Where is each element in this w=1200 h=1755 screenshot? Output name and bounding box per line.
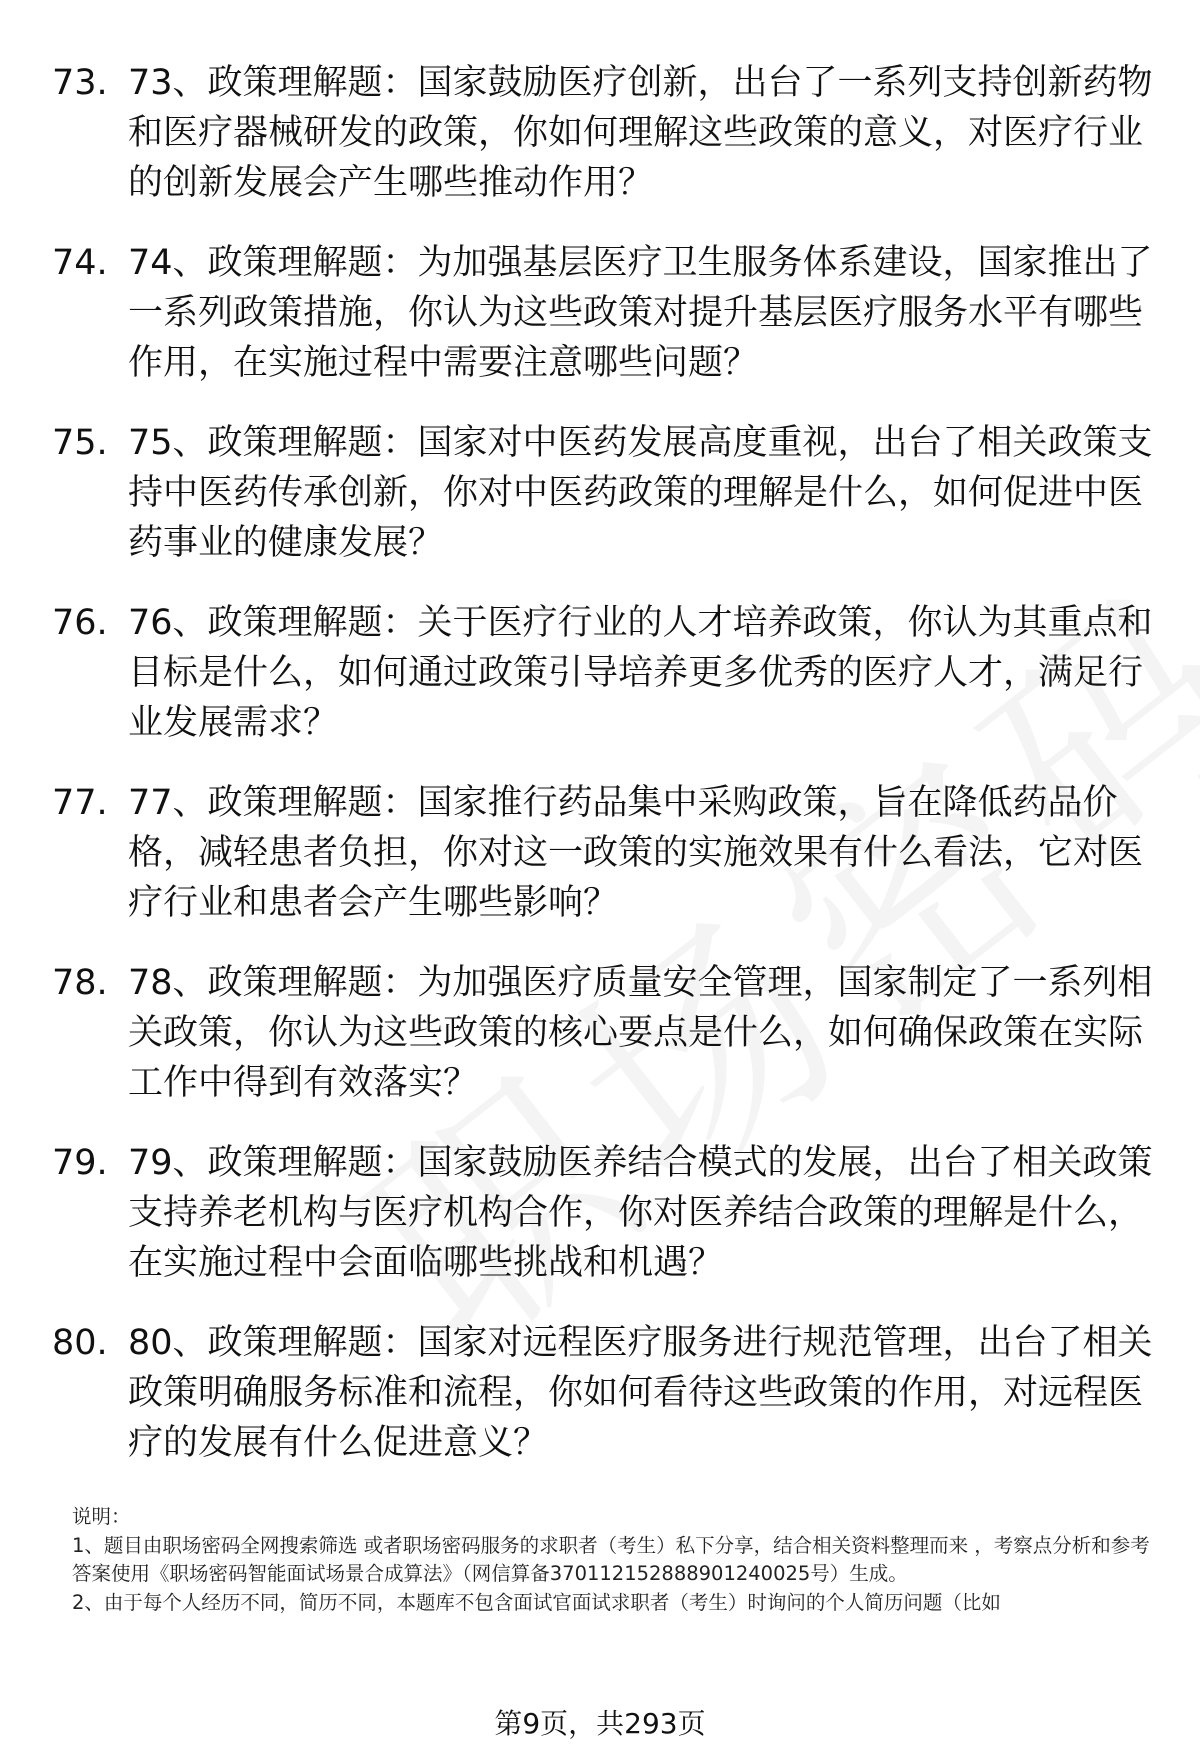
question-number: 77.: [52, 783, 108, 823]
notes-item: 1、题目由职场密码全网搜索筛选 或者职场密码服务的求职者（考生）私下分享，结合相关资料整理而来 ，考察点分析和参考答案使用《职场密码智能面试场景合成算法》（网信算备370112152888901240025号）生成。: [72, 1533, 1150, 1585]
question-item: [0, 598, 1200, 748]
notes-heading: 说明：: [72, 1505, 131, 1528]
question-item: [0, 1318, 1200, 1468]
question-text: 77、政策理解题：国家推行药品集中采购政策，旨在降低药品价格，减轻患者负担，你对这一政策的实施效果有什么看法，它对医疗行业和患者会产生哪些影响？: [128, 783, 1144, 923]
question-number: 74.: [52, 243, 108, 283]
question-number: 73.: [52, 63, 108, 103]
question-number: 80.: [52, 1323, 108, 1363]
question-item: [0, 1138, 1200, 1288]
question-number: 79.: [52, 1143, 108, 1183]
notes-item: 2、由于每个人经历不同，简历不同，本题库不包含面试官面试求职者（考生）时询问的个人简历问题（比如: [72, 1590, 1001, 1614]
question-list: [0, 58, 1200, 1498]
question-text: 78、政策理解题：为加强医疗质量安全管理，国家制定了一系列相关政策，你认为这些政策的核心要点是什么，如何确保政策在实际工作中得到有效落实？: [128, 963, 1153, 1103]
question-number: 75.: [52, 423, 108, 463]
question-text: 76、政策理解题：关于医疗行业的人才培养政策，你认为其重点和目标是什么，如何通过政策引导培养更多优秀的医疗人才，满足行业发展需求？: [128, 603, 1153, 743]
question-text: 73、政策理解题：国家鼓励医疗创新，出台了一系列支持创新药物和医疗器械研发的政策，你如何理解这些政策的意义，对医疗行业的创新发展会产生哪些推动作用？: [128, 63, 1153, 203]
question-text: 75、政策理解题：国家对中医药发展高度重视，出台了相关政策支持中医药传承创新，你对中医药政策的理解是什么，如何促进中医药事业的健康发展？: [128, 423, 1153, 563]
question-item: [0, 958, 1200, 1108]
notes-section: [72, 1503, 1162, 1617]
question-item: [0, 418, 1200, 568]
question-item: [0, 778, 1200, 928]
question-text: 74、政策理解题：为加强基层医疗卫生服务体系建设，国家推出了一系列政策措施，你认为这些政策对提升基层医疗服务水平有哪些作用，在实施过程中需要注意哪些问题？: [128, 243, 1153, 383]
page-footer: 第9页，共293页: [494, 1707, 706, 1740]
question-number: 76.: [52, 603, 108, 643]
question-item: [0, 238, 1200, 388]
question-text: 79、政策理解题：国家鼓励医养结合模式的发展，出台了相关政策支持养老机构与医疗机构合作，你对医养结合政策的理解是什么，在实施过程中会面临哪些挑战和机遇？: [128, 1143, 1153, 1283]
question-text: 80、政策理解题：国家对远程医疗服务进行规范管理，出台了相关政策明确服务标准和流程，你如何看待这些政策的作用，对远程医疗的发展有什么促进意义？: [128, 1323, 1153, 1463]
question-item: [0, 58, 1200, 208]
question-number: 78.: [52, 963, 108, 1003]
